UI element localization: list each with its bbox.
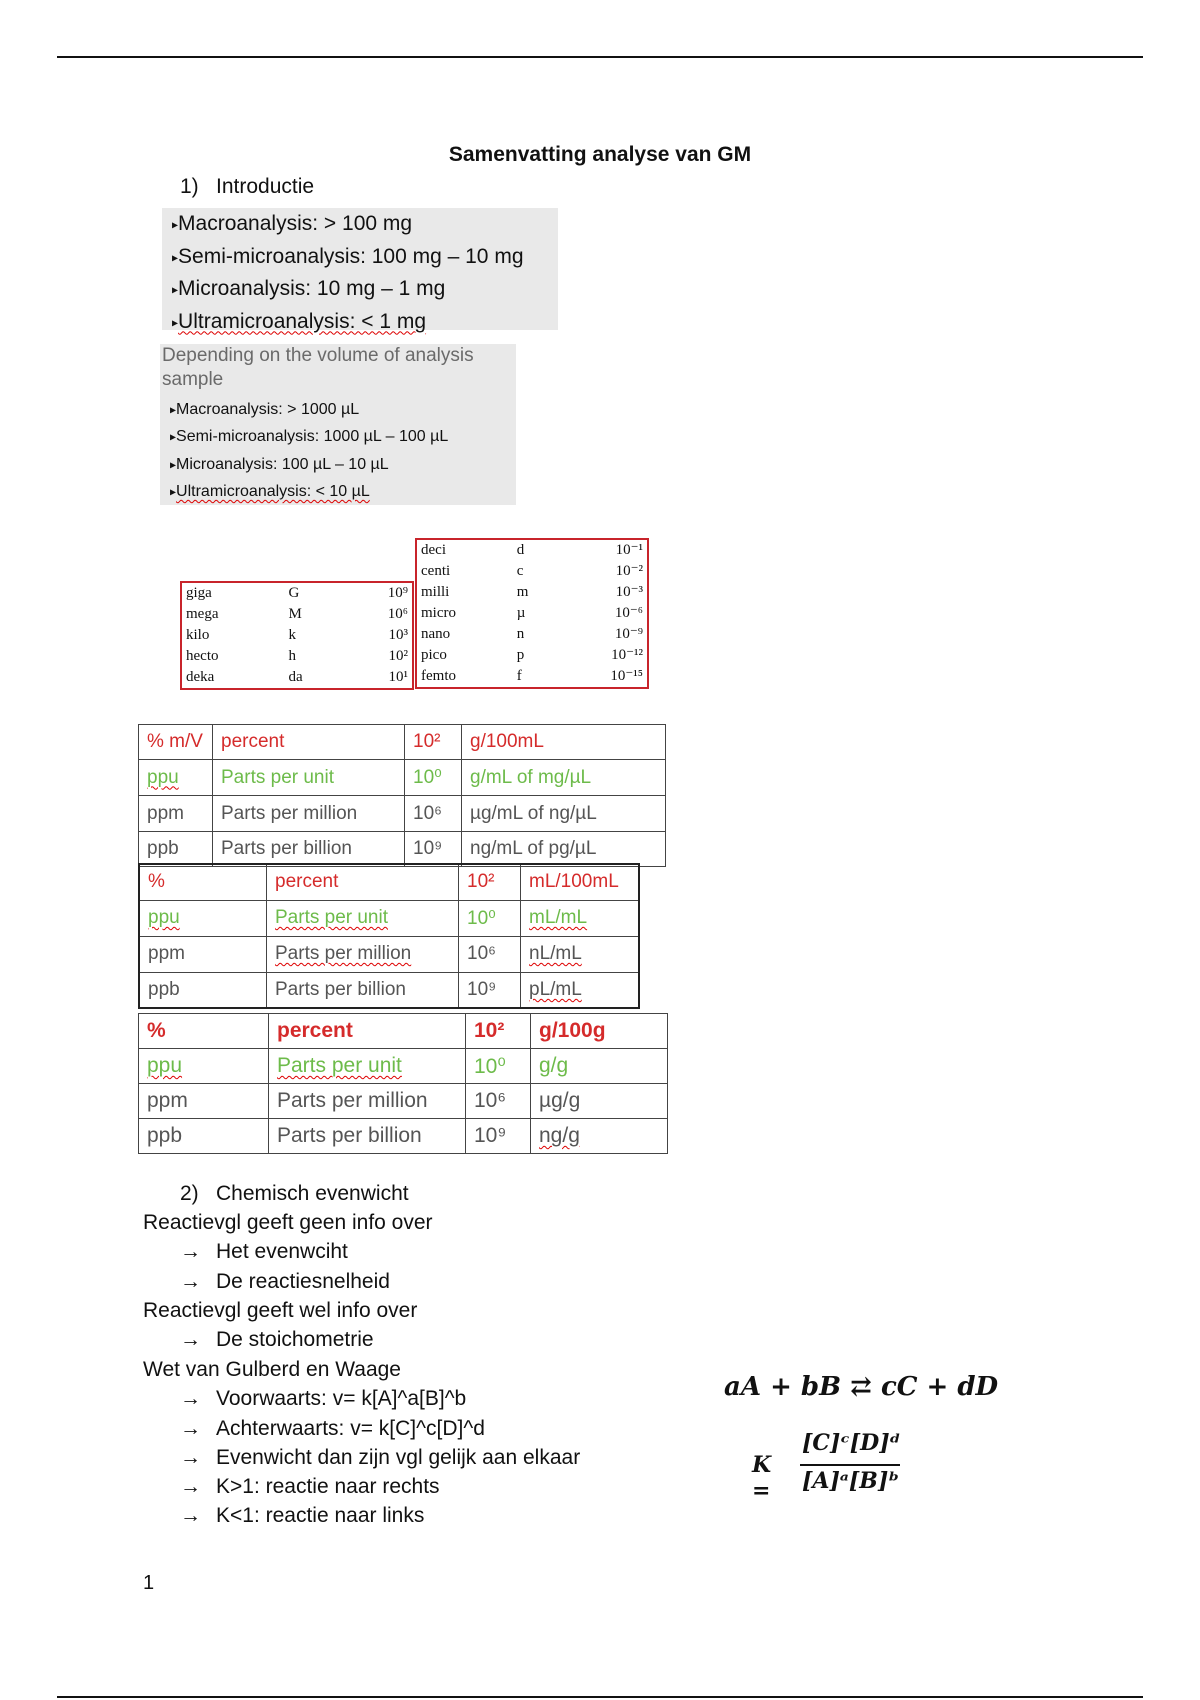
- section-2-number: 2): [180, 1182, 199, 1205]
- table-row: % percent 10² g/100g: [139, 1014, 668, 1049]
- prefix-row: centi c 10⁻²: [421, 563, 643, 579]
- table-row: ppu Parts per unit 10⁰ g/mL of mg/µL: [139, 760, 666, 796]
- list-item: → De reactiesnelheid: [180, 1270, 390, 1293]
- prefix-row: femto f 10⁻¹⁵: [421, 668, 643, 684]
- prefix-row: pico p 10⁻¹²: [421, 647, 643, 663]
- mass-range-item: ▸Ultramicroanalysis: < 1 mg: [172, 309, 427, 333]
- reaction-equation: aA + bB ⇄ cC + dD: [724, 1372, 999, 1402]
- list-item: → Het evenwciht: [180, 1240, 348, 1263]
- arrow-icon: →: [180, 1417, 201, 1440]
- table-row: ppb Parts per billion 10⁹ ng/mL of pg/µL: [139, 832, 666, 867]
- bullet-icon: ▸: [170, 429, 177, 444]
- prefix-row: deka da 10¹: [186, 669, 408, 685]
- prefix-row: deci d 10⁻¹: [421, 542, 643, 558]
- volume-range-item: ▸Macroanalysis: > 1000 µL: [170, 401, 360, 418]
- arrow-icon: →: [180, 1446, 201, 1469]
- table-row: ppu Parts per unit 10⁰ g/g: [139, 1049, 668, 1084]
- prefix-row: mega M 10⁶: [186, 606, 408, 622]
- prefix-row: milli m 10⁻³: [421, 584, 643, 600]
- list-item: → K<1: reactie naar links: [180, 1504, 425, 1527]
- prefix-table-small: [415, 538, 649, 689]
- header-rule: [57, 56, 1143, 58]
- bullet-icon: ▸: [170, 402, 177, 417]
- bullet-icon: ▸: [170, 456, 177, 471]
- mass-ranges-box: [162, 208, 558, 333]
- table-row: ppb Parts per billion 10⁹ ng/g: [139, 1119, 668, 1154]
- unit-table-volume-volume: [138, 863, 640, 1009]
- table-row: ppu Parts per unit 10⁰ mL/mL: [139, 900, 639, 936]
- wet-text: Wet van Gulberd en Waage: [143, 1358, 401, 1381]
- fraction-bar: [800, 1464, 900, 1466]
- equilibrium-denominator: [A]ᵃ[B]ᵇ: [802, 1468, 900, 1494]
- mass-range-item: ▸Semi-microanalysis: 100 mg – 10 mg: [172, 244, 524, 268]
- arrow-icon: →: [180, 1387, 201, 1410]
- bullet-icon: ▸: [172, 217, 179, 232]
- prefix-row: nano n 10⁻⁹: [421, 626, 643, 642]
- page-number: 1: [143, 1572, 155, 1594]
- equilibrium-k-label: K =: [752, 1452, 772, 1504]
- list-item: → Voorwaarts: v= k[A]^a[B]^b: [180, 1387, 467, 1410]
- table-row: ppb Parts per billion 10⁹ pL/mL: [139, 972, 639, 1008]
- volume-range-item: ▸Semi-microanalysis: 1000 µL – 100 µL: [170, 428, 449, 446]
- prefix-row: micro µ 10⁻⁶: [421, 605, 643, 621]
- prefix-row: hecto h 10²: [186, 648, 408, 664]
- arrow-icon: →: [180, 1240, 201, 1263]
- bullet-icon: ▸: [172, 314, 179, 329]
- list-item: → Achterwaarts: v= k[C]^c[D]^d: [180, 1417, 485, 1440]
- bullet-icon: ▸: [172, 249, 179, 264]
- volume-range-item: ▸Microanalysis: 100 µL – 10 µL: [170, 455, 389, 473]
- prefix-row: kilo k 10³: [186, 627, 408, 643]
- section-1-title: Introductie: [216, 175, 315, 198]
- section-2-heading: [180, 1182, 409, 1206]
- arrow-icon: →: [180, 1475, 201, 1498]
- list-item: → De stoichometrie: [180, 1328, 374, 1351]
- unit-table-mass-volume: [138, 724, 666, 867]
- wel-info-text: Reactievgl geeft wel info over: [143, 1299, 418, 1322]
- equilibrium-numerator: [C]ᶜ[D]ᵈ: [802, 1430, 901, 1456]
- mass-range-item: ▸Microanalysis: 10 mg – 1 mg: [172, 277, 446, 300]
- prefix-table-large: [180, 581, 414, 690]
- arrow-icon: →: [180, 1504, 201, 1527]
- volume-ranges-box: [160, 344, 516, 505]
- bullet-icon: ▸: [170, 484, 177, 499]
- page-title: Samenvatting analyse van GM: [448, 143, 752, 166]
- prefix-row: giga G 10⁹: [186, 585, 408, 601]
- arrow-icon: →: [180, 1270, 201, 1293]
- footer-rule: [57, 1696, 1143, 1698]
- bullet-icon: ▸: [172, 282, 179, 297]
- table-row: % percent 10² mL/100mL: [139, 864, 639, 900]
- volume-box-heading: Depending on the volume of analysis sample: [162, 345, 474, 390]
- geen-info-text: Reactievgl geeft geen info over: [143, 1211, 433, 1234]
- table-row: ppm Parts per million 10⁶ µg/mL of ng/µL: [139, 796, 666, 832]
- list-item: → Evenwicht dan zijn vgl gelijk aan elkaar: [180, 1446, 581, 1469]
- mass-range-item: ▸Macroanalysis: > 100 mg: [172, 212, 413, 235]
- table-row: % m/V percent 10² g/100mL: [139, 725, 666, 760]
- unit-table-mass-mass: [138, 1013, 668, 1154]
- table-row: ppm Parts per million 10⁶ µg/g: [139, 1084, 668, 1119]
- section-1-heading: [180, 175, 314, 199]
- table-row: ppm Parts per million 10⁶ nL/mL: [139, 936, 639, 972]
- arrow-icon: →: [180, 1328, 201, 1351]
- volume-range-item: ▸Ultramicroanalysis: < 10 µL: [170, 482, 370, 500]
- list-item: → K>1: reactie naar rechts: [180, 1475, 440, 1498]
- section-2-title: Chemisch evenwicht: [216, 1182, 409, 1205]
- section-1-number: 1): [180, 175, 199, 198]
